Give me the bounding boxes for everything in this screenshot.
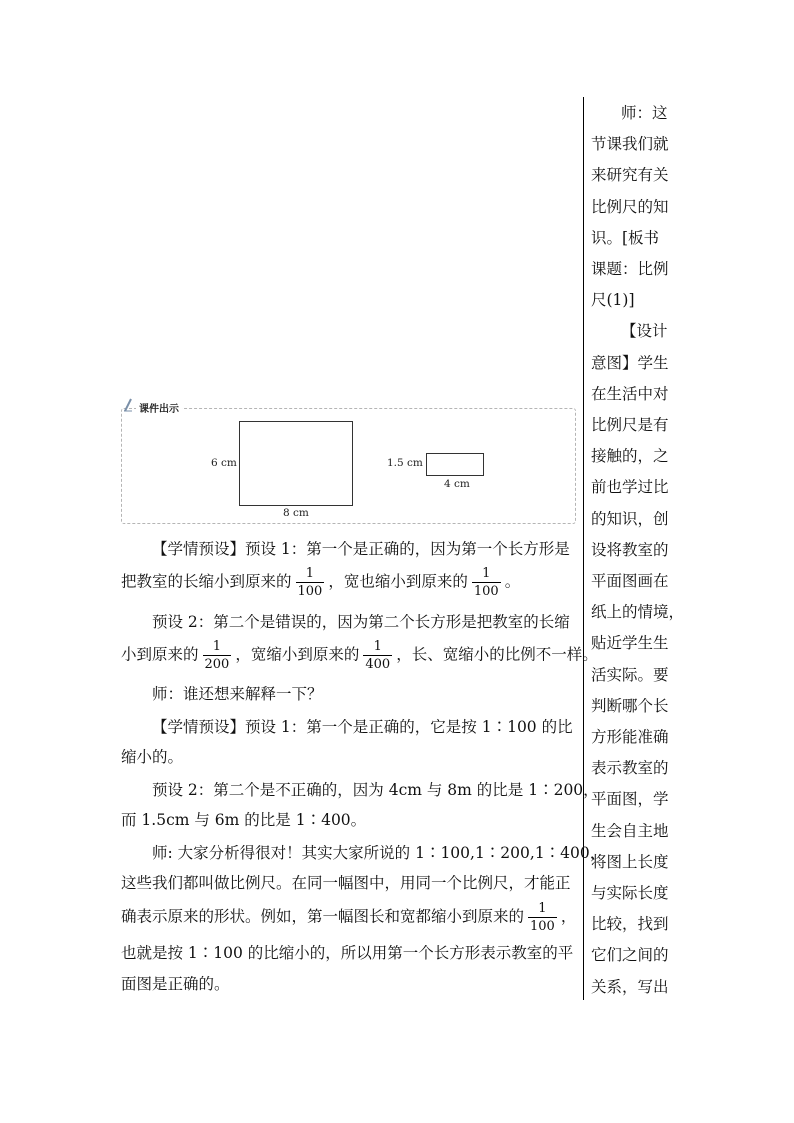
side-line: 贴近学生生 [591,634,669,653]
side-line: 师：这 [621,104,668,122]
side-line: 设将教室的 [591,540,669,559]
rect2-height-label: 1.5 cm [387,457,423,469]
paragraph-line: 预设 2：第二个是不正确的，因为 4cm 与 8m 的比是 1∶200， [152,781,599,799]
side-line: 它们之间的 [591,946,669,965]
side-line: 的知识，创 [591,509,669,528]
side-line: 识。[板书 [591,228,660,247]
fraction [528,900,557,935]
side-line: 来研究有关 [591,166,669,185]
text-run: ，宽缩小到原来的 [235,645,360,664]
fraction-denominator: 200 [204,657,230,672]
rect1-height-label: 6 cm [211,457,237,469]
paragraph-line: 而 1.5cm 与 6m 的比是 1∶400。 [121,811,367,829]
fraction-numerator: 1 [305,566,315,581]
fraction [296,565,325,600]
fraction [472,565,501,600]
side-line: 接触的，之 [591,447,669,466]
fraction-numerator: 1 [373,639,382,654]
paragraph-line: 预设 2：第二个是错误的，因为第二个长方形是把教室的长缩 [152,613,570,631]
fraction-numerator: 1 [212,639,222,654]
side-line: 与实际长度 [591,884,669,903]
side-line: 尺(1)] [591,291,635,310]
side-line: 将图上长度 [591,852,669,871]
rectangle-small [426,453,484,476]
text-run: ，宽也缩小到原来的 [328,572,468,591]
text-run: 。 [504,572,521,591]
paragraph-line: 这些我们都叫做比例尺。在同一幅图中，用同一个比例尺，才能正 [121,874,571,892]
courseware-label: 课件出示 [136,400,182,415]
side-line: 关系，写出 [591,977,669,996]
paragraph-line: 也就是按 1∶100 的比缩小的，所以用第一个长方形表示教室的平 [121,944,574,962]
side-line: 在生活中对 [591,384,669,403]
side-line: 表示教室的 [591,759,669,778]
paragraph-line: 师：谁还想来解释一下？ [152,685,323,703]
fraction-denominator: 400 [365,657,391,672]
paragraph-line [121,900,581,935]
side-line: 方形能准确 [591,728,669,747]
paragraph-line: 【学情预设】预设 1：第一个是正确的，它是按 1∶100 的比 [152,718,573,736]
text-run: 小到原来的 [121,645,199,664]
side-line: 【设计 [621,322,668,341]
paragraph-line: 师: 大家分析得很对！其实大家所说的 1∶100,1∶200,1∶400， [152,844,606,862]
side-line: 判断哪个长 [591,696,669,715]
fraction-numerator: 1 [482,566,491,581]
side-line: 平面图画在 [591,572,669,591]
fraction-numerator: 1 [538,901,547,916]
side-line: 意图】学生 [591,353,669,372]
fraction [203,638,232,673]
rect2-width-label: 4 cm [444,478,470,490]
side-line: 前也学过比 [591,478,669,497]
side-line: 比例尺是有 [591,416,669,435]
text-run: 确表示原来的形状。例如，第一幅图长和宽都缩小到原来的 [121,907,525,926]
side-line: 节课我们就 [591,135,669,154]
text-run: 把教室的长缩小到原来的 [121,572,292,591]
side-line: 课题：比例 [591,260,669,279]
side-line: 活实际。要 [591,665,669,684]
paragraph-line [121,638,598,673]
rect1-width-label: 8 cm [283,507,309,519]
fraction-denominator: 100 [530,919,555,934]
side-line: 平面图，学 [591,790,669,809]
text-run: ，长、宽缩小的比例不一样。 [396,645,598,664]
paragraph-line: 【学情预设】预设 1：第一个是正确的，因为第一个长方形是 [152,540,570,558]
paragraph-line: 面图是正确的。 [121,975,230,993]
pencil-icon [123,398,133,412]
fraction-denominator: 100 [297,584,323,599]
side-line: 纸上的情境， [591,603,685,622]
fraction-denominator: 100 [473,584,499,599]
side-line: 比较，找到 [591,915,669,934]
fraction [363,638,392,673]
rectangle-large [239,421,353,506]
paragraph-line: 缩小的。 [121,748,184,766]
paragraph-line [121,565,581,600]
side-line: 比例尺的知 [591,197,669,216]
side-line: 生会自主地 [591,821,669,840]
text-run: ， [560,907,577,926]
